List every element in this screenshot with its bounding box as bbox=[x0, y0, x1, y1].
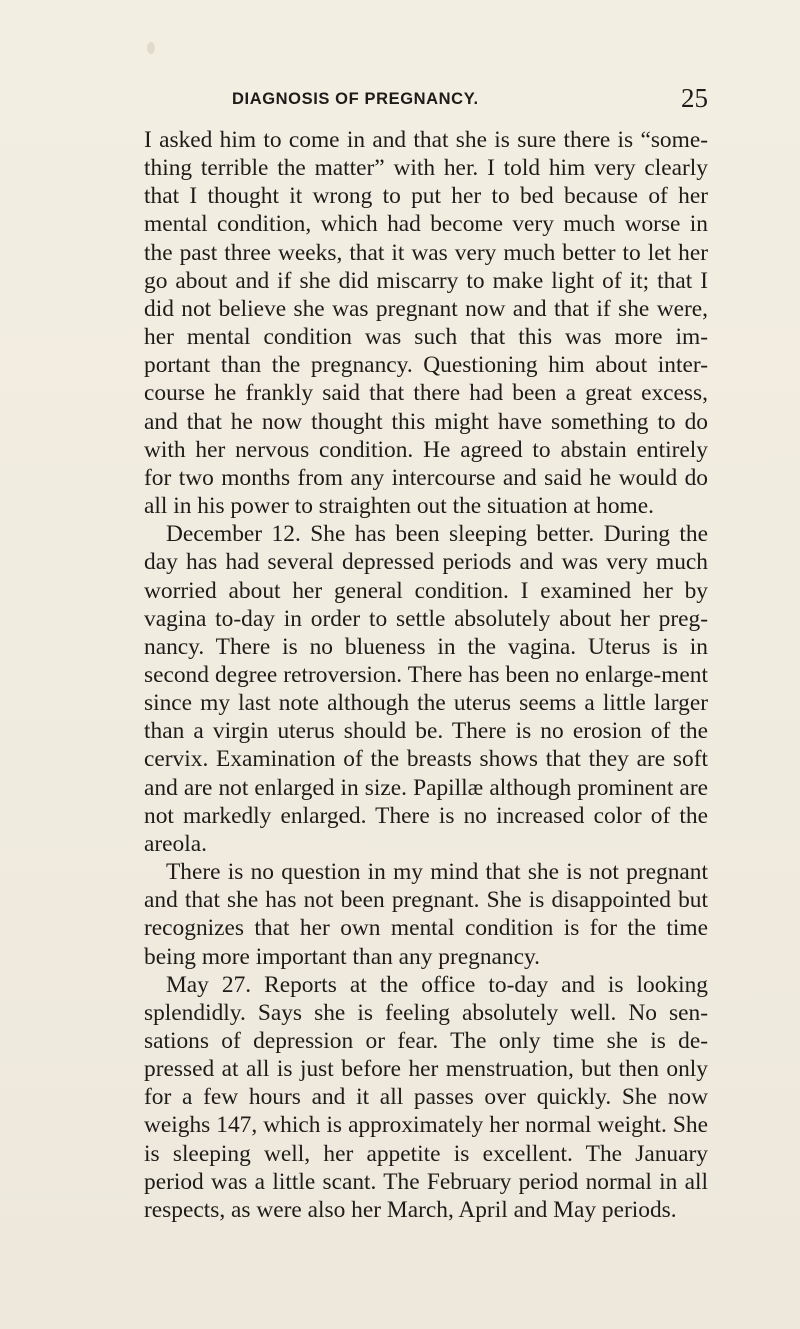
paragraph-2: December 12. She has been sleeping better. During the day has had several depressed periods and was very much worried about her general condition. I examined her by vagina to-day in order to settle absolutely about her preg-nancy. There is no blueness in the vagina. Uterus is in second degree retroversion. There has been no enlarge-ment since my last note although the uterus seems a little larger than a virgin uterus should be. There is no erosion of the cervix. Examination of the breasts shows that they are soft and are not enlarged in size. Papillæ although prominent are not markedly enlarged. There is no increased color of the areola. bbox=[144, 521, 708, 857]
paragraph-3: There is no question in my mind that she is not pregnant and that she has not been pregnant. She is disappointed but recognizes that her own mental condition is for the time being more important than any pregnancy. bbox=[144, 859, 708, 970]
running-title: DIAGNOSIS OF PREGNANCY. bbox=[232, 90, 479, 108]
running-head bbox=[144, 83, 708, 116]
paragraph-4: May 27. Reports at the office to-day and is looking splendidly. Says she is feeling absolutely well. No sen-sations of depression or fear. The only time she is de-pressed at all is just before her menstruation, but then only for a few hours and it all passes over quickly. She now weighs 147, which is approximately her normal weight. She is sleeping well, her appetite is excellent. The January period was a little scant. The February period normal in all respects, as were also her March, April and May periods. bbox=[144, 971, 708, 1223]
paragraph-1: I asked him to come in and that she is sure there is “some-thing terrible the matter” with her. I told him very clearly that I thought it wrong to put her to bed because of her mental condition, which had become very much worse in the past three weeks, that it was very much better to let her go about and if she did miscarry to make light of it; that I did not believe she was pregnant now and that if she were, her mental condition was such that this was more im-portant than the pregnancy. Questioning him about inter-course he frankly said that there had been a great excess, and that he now thought this might have something to do with her nervous condition. He agreed to abstain entirely for two months from any intercourse and said he would do all in his power to straighten out the situation at home. bbox=[144, 127, 708, 520]
paper-blemish bbox=[147, 42, 155, 54]
body-text bbox=[144, 126, 708, 1224]
page-number: 25 bbox=[681, 83, 708, 113]
